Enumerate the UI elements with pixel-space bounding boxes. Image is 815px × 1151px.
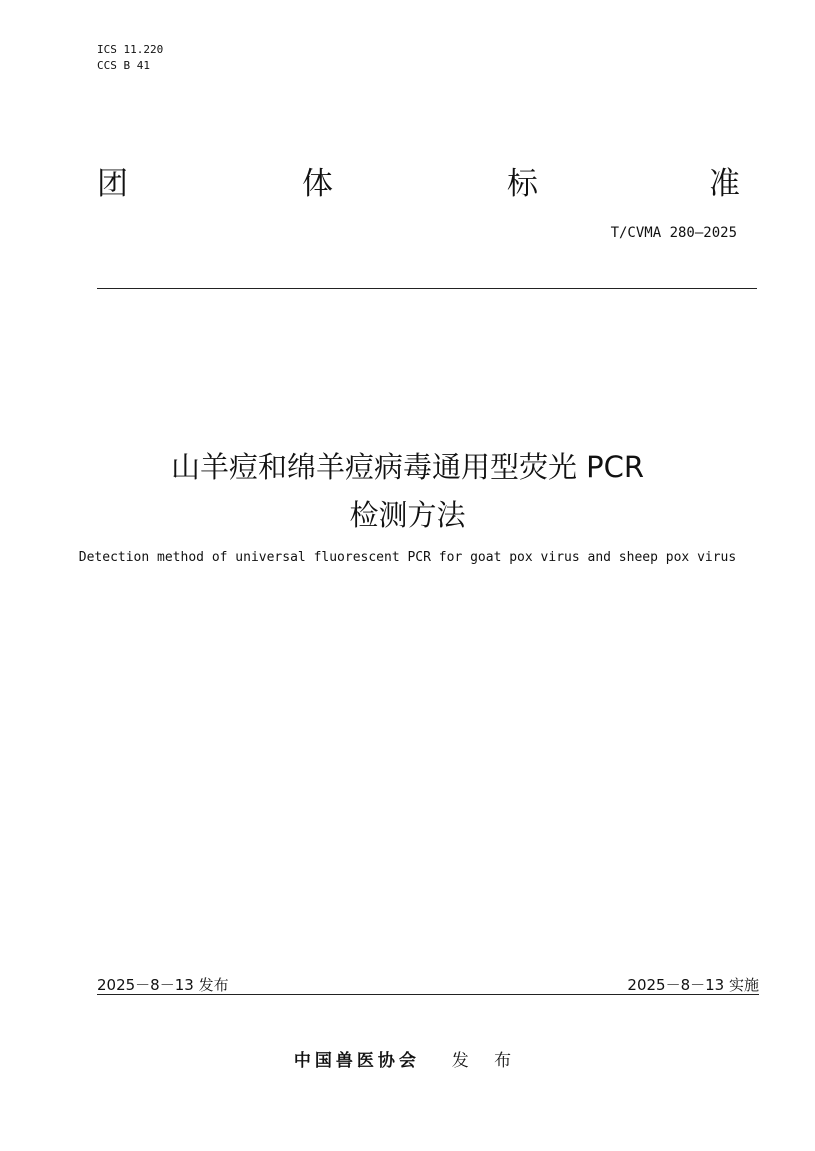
publish-date: 2025－8－13 发布 [97,976,229,994]
header-divider [97,288,757,289]
ics-code: ICS 11.220 [97,43,164,56]
standard-number: T/CVMA 280—2025 [610,225,737,241]
standard-type-char: 体 [302,166,333,202]
footer-divider [97,994,759,995]
english-title: Detection method of universal fluorescent PCR for goat pox virus and sheep pox virus [78,550,737,565]
chinese-title-line-1: 山羊痘和绵羊痘病毒通用型荧光 PCR [170,450,645,484]
publisher-organization: 中国兽医协会 [293,1051,420,1071]
standard-type-char: 标 [507,166,538,202]
standard-type-char: 团 [97,166,128,202]
standard-type-heading [97,158,745,202]
date-row [97,974,759,994]
publisher-action: 发 布 [451,1051,522,1071]
implement-date: 2025－8－13 实施 [627,976,759,994]
chinese-title-line-2: 检测方法 [349,498,466,532]
standard-type-char: 准 [709,166,740,202]
ccs-code: CCS B 41 [97,59,150,72]
publisher-line [0,1046,815,1071]
classification-codes [97,42,163,74]
